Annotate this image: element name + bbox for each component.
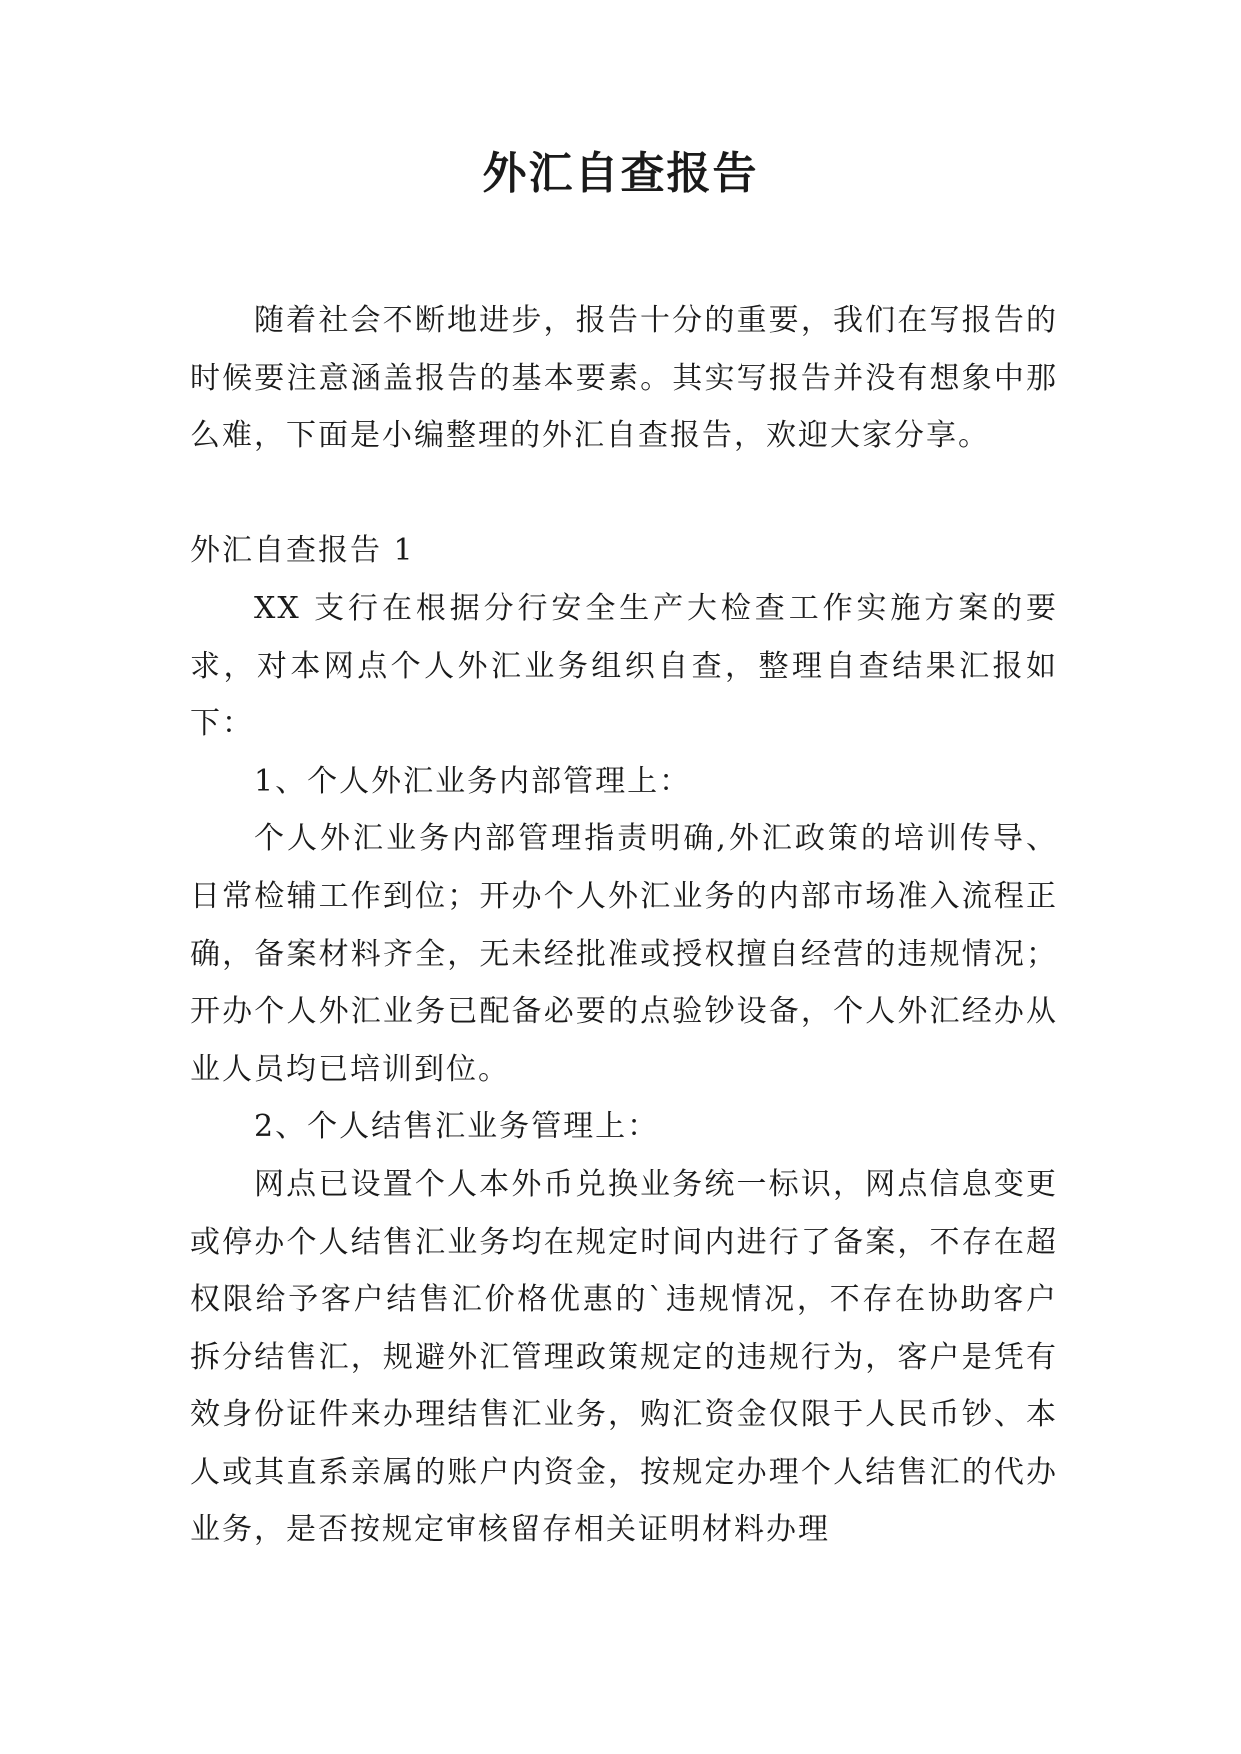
document-title: 外汇自查报告 [482,148,759,199]
item-paragraph: 网点已设置个人本外币兑换业务统一标识，网点信息变更或停办个人结售汇业务均在规定时间内进行了备案，不存在超权限给予客户结售汇价格优惠的`违规情况，不存在协助客户拆分结售汇，规避外汇管理政策规定的违规行为，客户是凭有效身份证件来办理结售汇业务，购汇资金仅限于人民币钞、本人或其直系亲属的账户内资金，按规定办理个人结售汇的代办业务，是否按规定审核留存相关证明材料办理 [190,1166,1058,1548]
item-heading: 1、个人外汇业务内部管理上： [254,763,692,799]
section-heading: 外汇自查报告 1 [190,533,415,569]
intro-paragraph: 随着社会不断地进步，报告十分的重要，我们在写报告的时候要注意涵盖报告的基本要素。其实写报告并没有想象中那么难，下面是小编整理的外汇自查报告，欢迎大家分享。 [190,303,1058,454]
section-paragraph: XX 支行在根据分行安全生产大检查工作实施方案的要求，对本网点个人外汇业务组织自查，整理自查结果汇报如下： [190,590,1058,742]
item-heading: 2、个人结售汇业务管理上： [254,1109,660,1145]
document-body [190,292,1058,1559]
item-paragraph: 个人外汇业务内部管理指责明确,外汇政策的培训传导、日常检辅工作到位；开办个人外汇业务的内部市场准入流程正确，备案材料齐全，无未经批准或授权擅自经营的违规情况；开办个人外汇业务已配备必要的点验钞设备，个人外汇经办从业人员均已培训到位。 [190,821,1058,1087]
section-gap [190,465,1058,523]
